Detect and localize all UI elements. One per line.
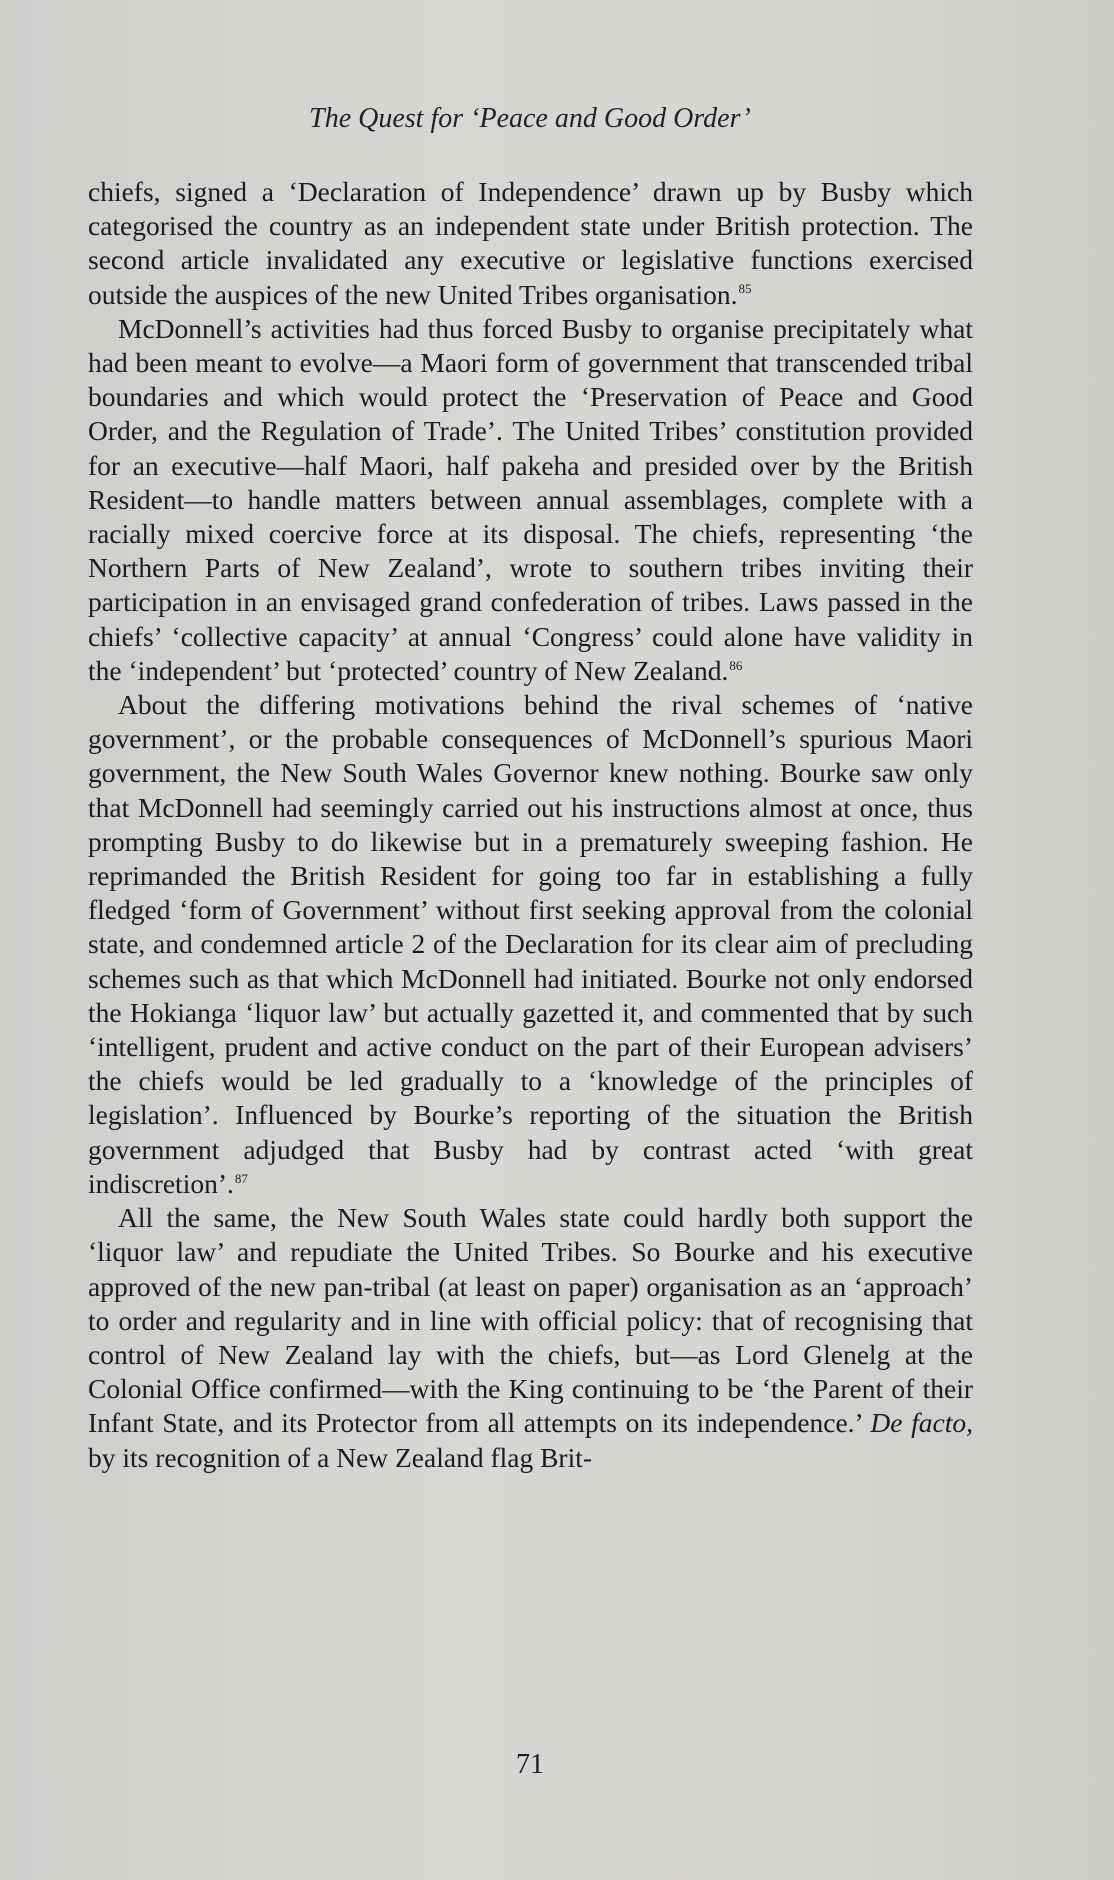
running-head: The Quest for ‘Peace and Good Order’ bbox=[309, 103, 751, 134]
paragraph-3-text: About the differing motivations behind the rival schemes of ‘native government’, or the probable consequences of McDonnell’s spurious Maori government, the New South Wales Governor knew nothing. Bourke saw only that McDonnell had seemingly carried out his instructions almost at once, thus prompting Busby to do likewise but in a prematurely sweeping fashion. He reprimanded the British Resident for going too far in establishing a fully fledged ‘form of Government’ without first seeking approval from the colonial state, and condemned article 2 of the Declaration for its clear aim of precluding schemes such as that which McDonnell had initiated. Bourke not only endorsed the Hokianga ‘liquor law’ but actually gazetted it, and commented that by such ‘intelligent, prudent and active conduct on the part of their European advisers’ the chiefs would be led gradually to a ‘knowledge of the principles of legislation’. Influenced by Bourke’s reporting of the situation the British government adjudged that Busby had by contrast acted ‘with great indiscretion’. bbox=[88, 689, 973, 1199]
paragraph-4-text-after: by its recognition of a New Zealand flag Brit- bbox=[88, 1441, 593, 1473]
footnote-ref-86: 86 bbox=[729, 657, 743, 673]
paragraph-4-italic: De facto, bbox=[870, 1407, 973, 1439]
paragraph-4 bbox=[88, 1201, 973, 1475]
paragraph-4-text-before: All the same, the New South Wales state could hardly both support the ‘liquor law’ and repudiate the United Tribes. So Bourke and his executive approved of the new pan-tribal (at least on paper) organisation as an ‘approach’ to order and regularity and in line with official policy: that of recognising that control of New Zealand lay with the chiefs, but—as Lord Glenelg at the Colonial Office confirmed—with the King continuing to be ‘the Parent of their Infant State, and its Protector from all attempts on its independence.’ bbox=[88, 1202, 973, 1439]
paragraph-3 bbox=[88, 688, 973, 1201]
footnote-ref-85: 85 bbox=[738, 281, 752, 297]
paragraph-1-text: chiefs, signed a ‘Declaration of Independence’ drawn up by Busby which categorised the country as an independent state under British protection. The second article invalidated any executive or legislative functions exercised outside the auspices of the new United Tribes organisation. bbox=[88, 176, 973, 310]
footnote-ref-87: 87 bbox=[234, 1170, 248, 1186]
paragraph-2-text: McDonnell’s activities had thus forced Busby to organise precipitately what had been meant to evolve—a Maori form of government that transcended tribal boundaries and which would protect the ‘Preservation of Peace and Good Order, and the Regulation of Trade’. The United Tribes’ constitution provided for an executive—half Maori, half pakeha and presided over by the British Resident—to handle matters between annual assemblages, complete with a racially mixed coercive force at its disposal. The chiefs, representing ‘the Northern Parts of New Zealand’, wrote to southern tribes inviting their participation in an envisaged grand confederation of tribes. Laws passed in the chiefs’ ‘collective capacity’ at annual ‘Congress’ could alone have validity in the ‘independent’ but ‘protected’ country of New Zealand. bbox=[88, 312, 973, 686]
paragraph-1 bbox=[88, 175, 973, 312]
body-text bbox=[88, 175, 973, 1475]
paragraph-2 bbox=[88, 312, 973, 688]
page-number: 71 bbox=[516, 1749, 544, 1780]
